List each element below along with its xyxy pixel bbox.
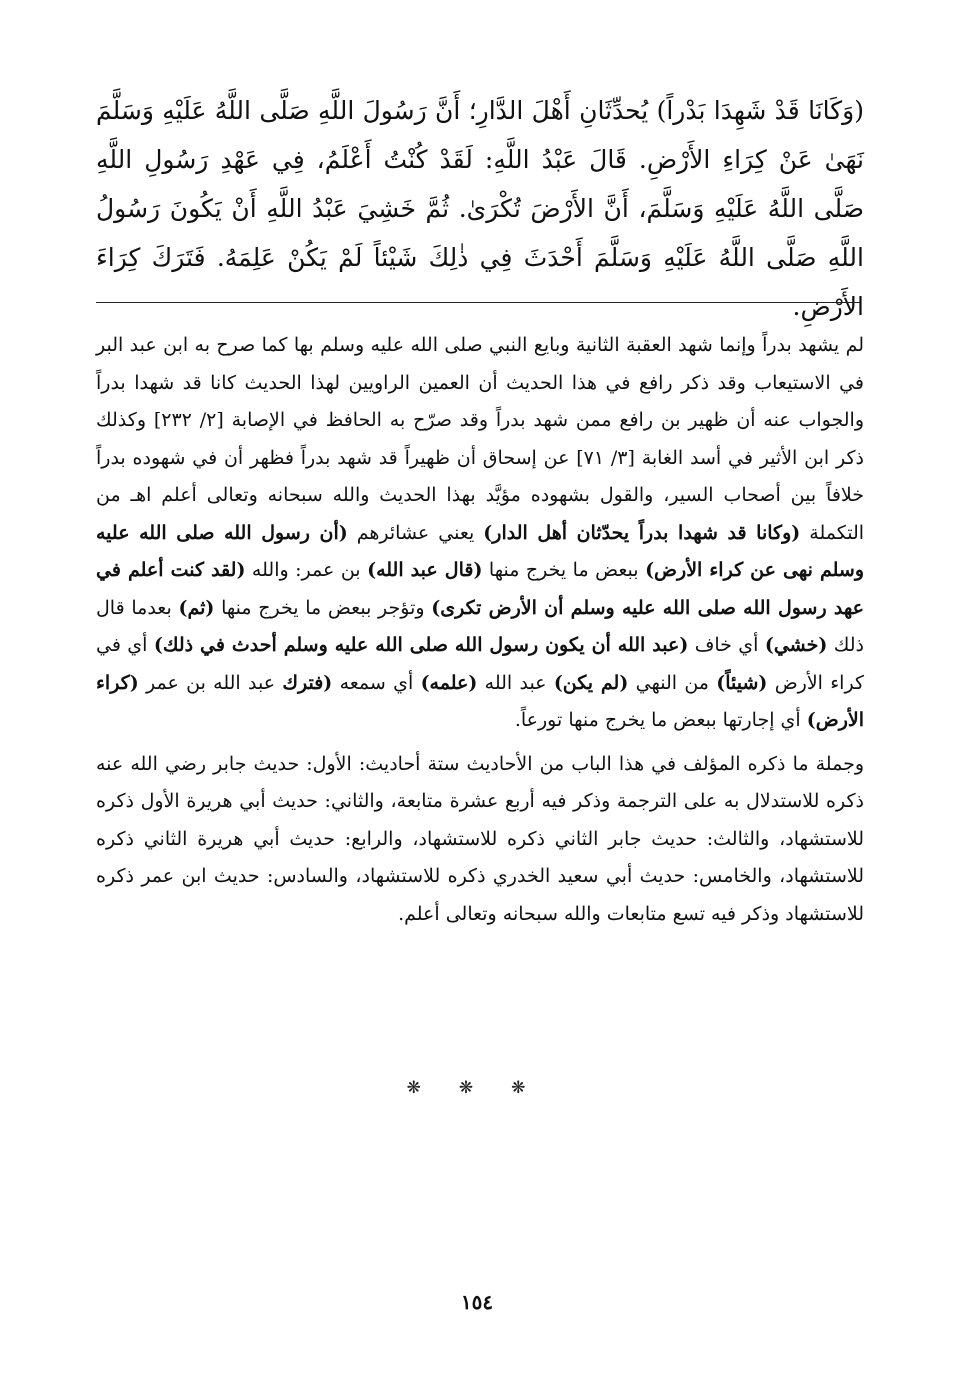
commentary-quote: (كراء الأرض) <box>96 671 864 731</box>
commentary-quote: (خشي) <box>764 634 828 656</box>
page-number: ١٥٤ <box>460 1290 494 1314</box>
commentary-text: يعني عشائرهم <box>347 521 484 544</box>
commentary-quote: (أن رسول الله صلى الله عليه وسلم نهى عن كراء الأرض) <box>96 521 865 581</box>
commentary-text: بن عمر: والله <box>245 559 368 581</box>
hadith-text: (وَكَانَا قَدْ شَهِدَا بَدْراً) يُحدِّثَانِ أَهْلَ الدَّارِ؛ أَنَّ رَسُولَ اللَّهِ صَلَّى اللَّهُ عَلَيْهِ وَسَلَّمَ نَهَىٰ عَنْ كِرَاءِ الأَرْضِ. قَالَ عَبْدُ اللَّهِ: لَقَدْ كُنْتُ أَعْلَمُ، فِي عَهْدِ رَسُولِ اللَّهِ صَلَّى اللَّهُ عَلَيْهِ وَسَلَّمَ، أَنَّ الأَرْضَ تُكْرَىٰ. ثُمَّ خَشِيَ عَبْدُ اللَّهِ أَنْ يَكُونَ رَسُولُ اللَّهِ صَلَّى اللَّهُ عَلَيْهِ وَسَلَّمَ أَحْدَثَ فِي ذٰلِكَ شَيْئاً لَمْ يَكُنْ عَلِمَهُ. فَتَرَكَ كِرَاءَ الأَرْضِ. <box>96 96 864 321</box>
commentary-text: عبد الله بن عمر <box>138 671 283 694</box>
commentary-text: وتؤجر ببعض ما يخرج منها <box>214 596 432 619</box>
commentary-text: بعدما قال ذلك <box>96 596 864 656</box>
star-ornament-icon: ❋ <box>511 1078 548 1098</box>
commentary-text: من النهي <box>628 671 717 694</box>
commentary-quote: (عبد الله أن يكون رسول الله صلى الله عليه وسلم أحدث في ذلك) <box>153 634 689 656</box>
star-ornament-icon: ❋ <box>458 1078 496 1098</box>
commentary-quote: (لم يكن) <box>553 671 629 694</box>
commentary-text: أي خاف <box>688 634 765 656</box>
commentary-paragraph-1 <box>96 327 864 740</box>
commentary-quote: (لقد كنت أعلم في عهد رسول الله صلى الله عليه وسلم أن الأرض تكرى) <box>96 559 864 619</box>
commentary-quote: (شيئاً) <box>716 671 768 694</box>
commentary-text: أي إجارتها ببعض ما يخرج منها تورعاً. <box>514 709 807 731</box>
section-end-stars <box>0 1078 954 1098</box>
star-ornament-icon: ❋ <box>406 1078 443 1098</box>
footnote-separator-line <box>96 302 860 303</box>
commentary-quote: (علمه) <box>420 671 478 694</box>
commentary-section <box>96 327 864 933</box>
commentary-text: أي في كراء الأرض <box>96 634 864 694</box>
commentary-quote: (وكانا قد شهدا بدراً يحدّثان أهل الدار) <box>483 521 801 544</box>
commentary-text: ببعض ما يخرج منها <box>482 559 646 581</box>
commentary-quote: (فترك <box>282 671 333 694</box>
commentary-quote: (قال عبد الله) <box>367 559 483 581</box>
commentary-paragraph-2: وجملة ما ذكره المؤلف في هذا الباب من الأحاديث ستة أحاديث: الأول: حديث جابر رضي الله عنه ذكره للاستدلال به على الترجمة وذكر فيه أربع عشرة متابعة، والثاني: حديث أبي هريرة الأول ذكره للاستشهاد، والثالث: حديث جابر الثاني ذكره للاستشهاد، والرابع: حديث أبي هريرة الثاني ذكره للاستشهاد، والخامس: حديث أبي سعيد الخدري ذكره للاستشهاد، والسادس: حديث ابن عمر ذكره للاستشهاد وذكر فيه تسع متابعات والله سبحانه وتعالى أعلم. <box>96 752 864 925</box>
commentary-text: عبد الله <box>477 671 554 694</box>
commentary-quote: (ثم) <box>178 596 215 619</box>
commentary-text: أي سمعه <box>332 671 421 694</box>
commentary-text: لم يشهد بدراً وإنما شهد العقبة الثانية وبايع النبي صلى الله عليه وسلم بها كما صرح به ابن عبد البر في الاستيعاب وقد ذكر رافع في هذا الحديث أن العمين الراويين لهذا الحديث كانا قد شهدا بدراً والجواب عنه أن ظهير بن رافع ممن شهد بدراً وقد صرّح به الحافظ في الإصابة [٢/ ٢٣٢] وكذلك ذكر ابن الأثير في أسد الغابة [٣/ ٧١] عن إسحاق أن ظهيراً قد شهد بدراً فظهر أن في شهوده بدراً خلافاً بين أصحاب السير، والقول بشهوده مؤيَّد بهذا الحديث والله سبحانه وتعالى أعلم اهـ من التكملة <box>96 334 865 544</box>
